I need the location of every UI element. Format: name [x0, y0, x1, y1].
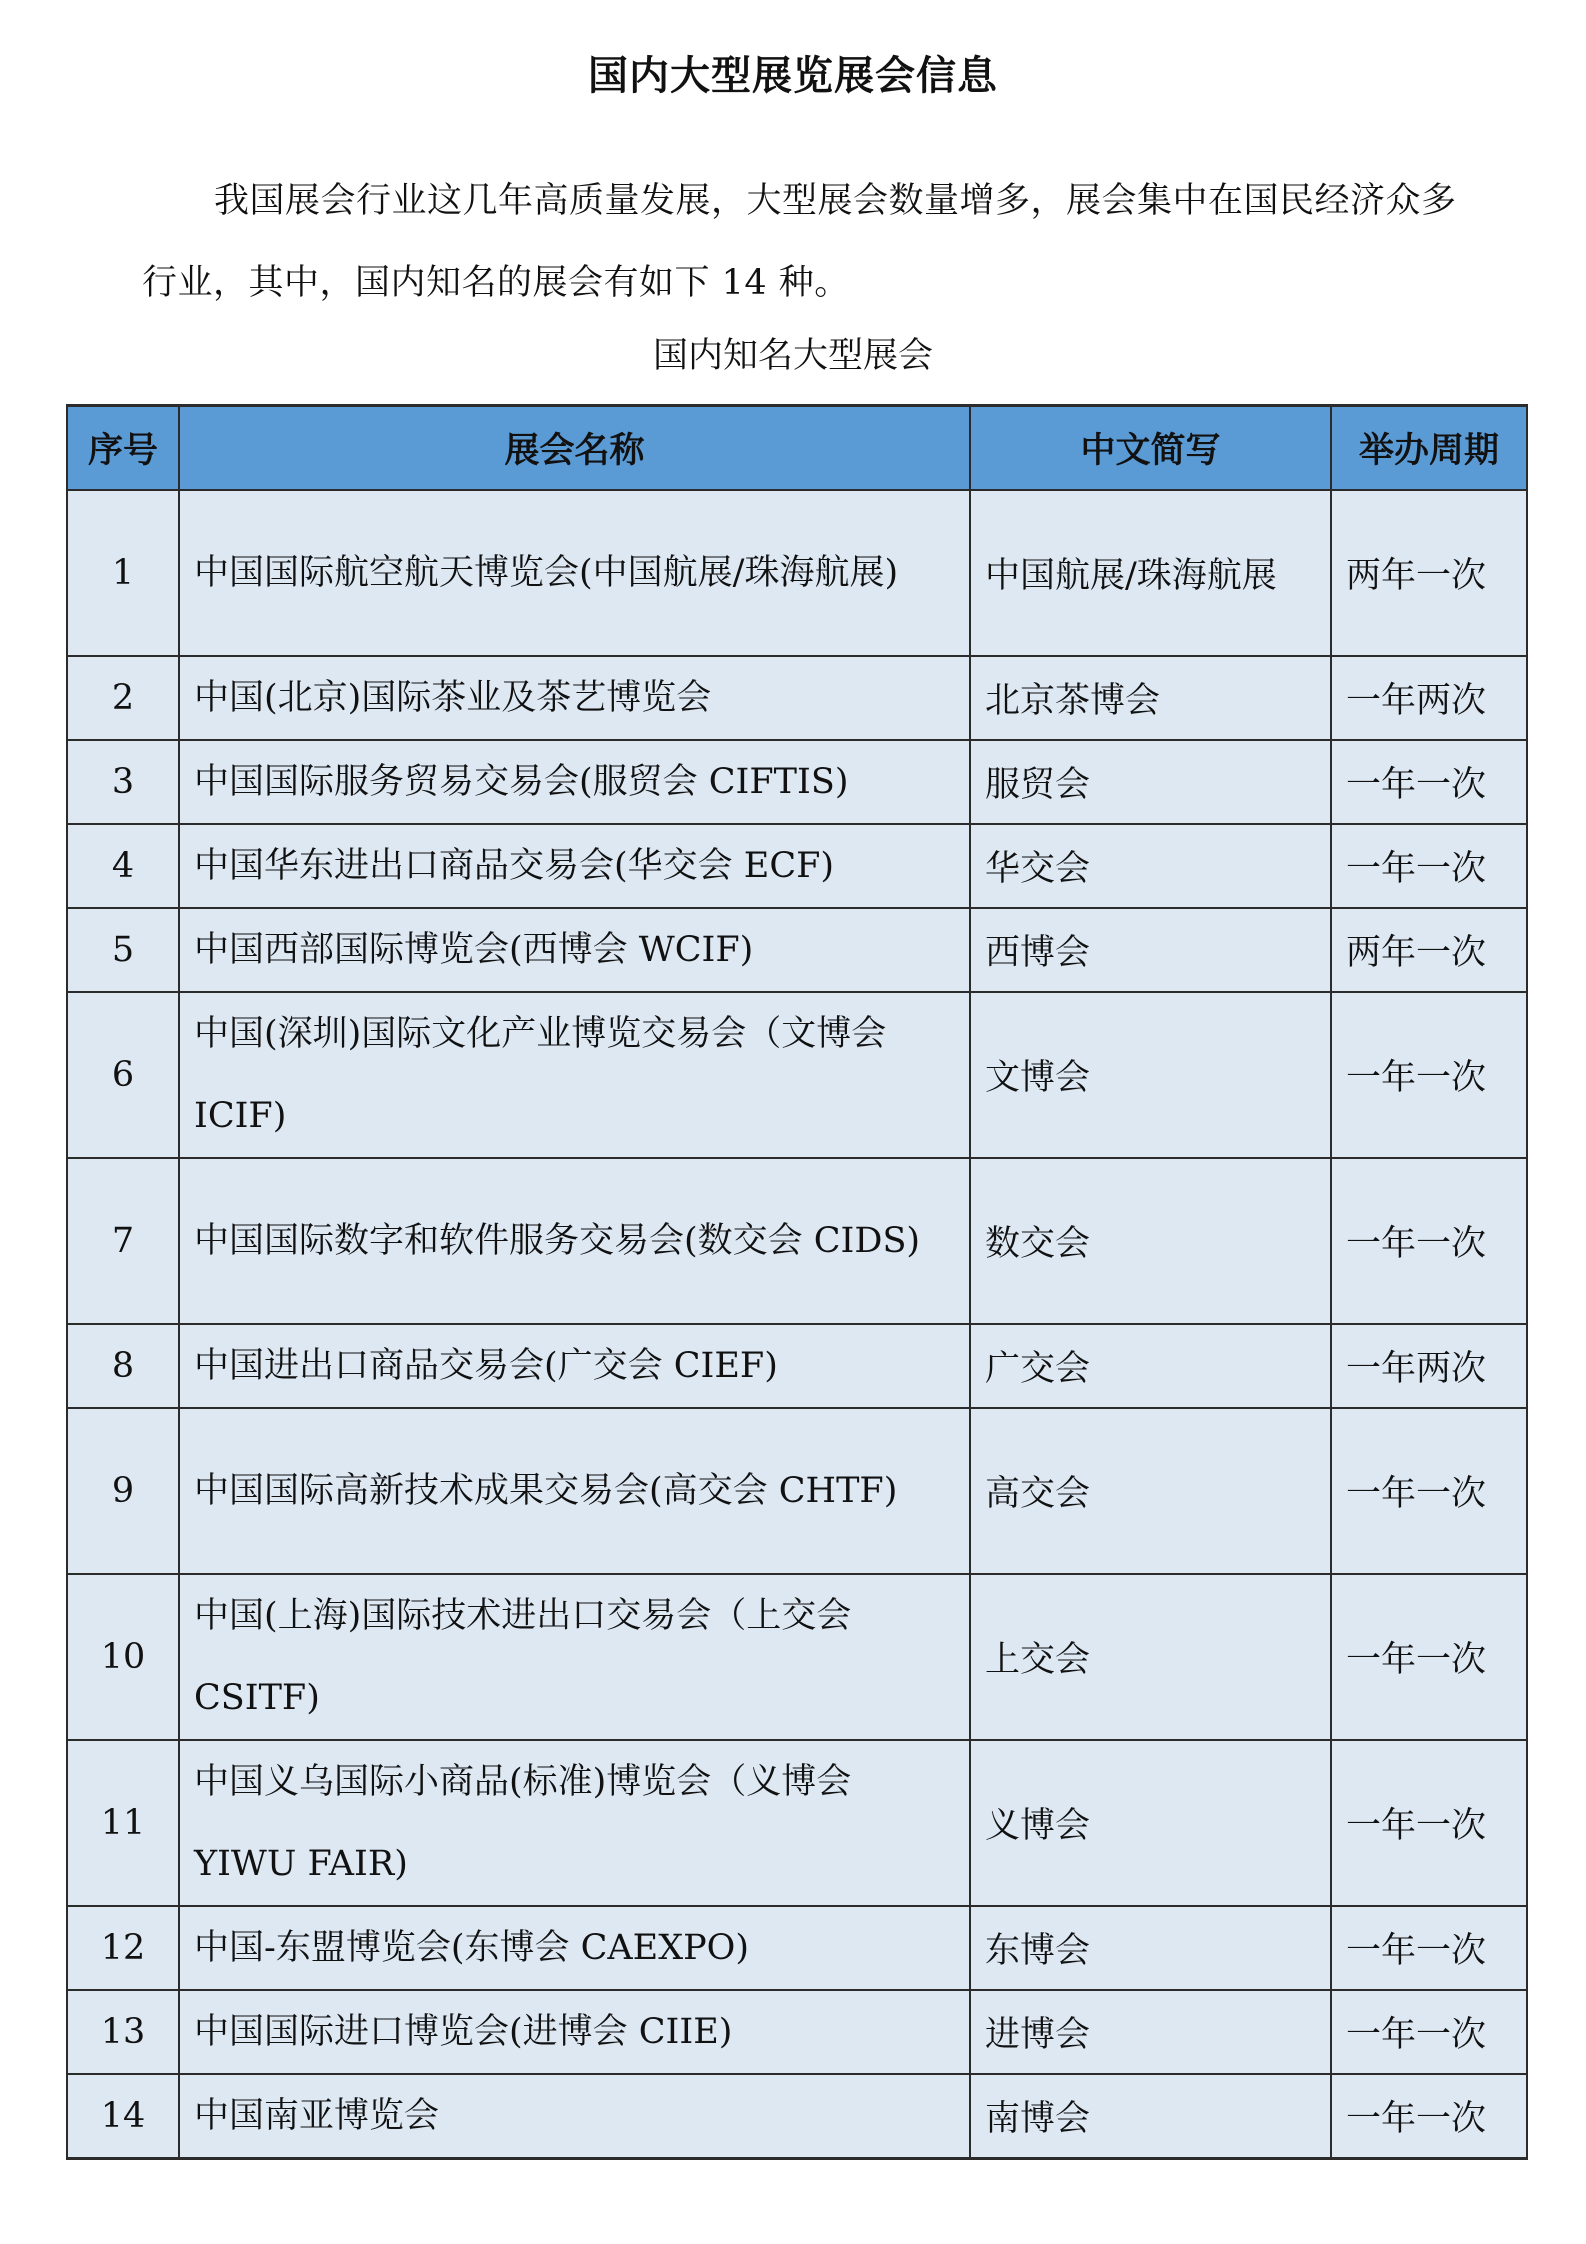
exhibition-name: 中国义乌国际小商品(标准)博览会（义博会 YIWU FAIR): [179, 1740, 970, 1906]
table-row: [67, 740, 1527, 824]
row-number: 7: [67, 1158, 179, 1324]
holding-cycle: 两年一次: [1331, 908, 1527, 992]
exhibition-abbreviation: 东博会: [970, 1906, 1331, 1990]
row-number: 10: [67, 1574, 179, 1740]
exhibition-name: 中国(上海)国际技术进出口交易会（上交会 CSITF): [179, 1574, 970, 1740]
holding-cycle: 一年一次: [1331, 740, 1527, 824]
header-exhibition-name: 展会名称: [179, 406, 970, 491]
holding-cycle: 两年一次: [1331, 490, 1527, 656]
table-row: [67, 1740, 1527, 1906]
header-chinese-abbreviation: 中文简写: [970, 406, 1331, 491]
holding-cycle: 一年一次: [1331, 1574, 1527, 1740]
row-number: 12: [67, 1906, 179, 1990]
exhibition-abbreviation: 上交会: [970, 1574, 1331, 1740]
exhibition-abbreviation: 服贸会: [970, 740, 1331, 824]
holding-cycle: 一年一次: [1331, 1408, 1527, 1574]
row-number: 13: [67, 1990, 179, 2074]
row-number: 5: [67, 908, 179, 992]
holding-cycle: 一年一次: [1331, 1740, 1527, 1906]
exhibition-abbreviation: 高交会: [970, 1408, 1331, 1574]
exhibition-abbreviation: 文博会: [970, 992, 1331, 1158]
row-number: 11: [67, 1740, 179, 1906]
intro-paragraph: 我国展会行业这几年高质量发展，大型展会数量增多，展会集中在国民经济众多行业，其中，国内知名的展会有如下 14 种。: [142, 181, 1457, 303]
exhibition-name: 中国-东盟博览会(东博会 CAEXPO): [179, 1906, 970, 1990]
exhibition-name: 中国国际航空航天博览会(中国航展/珠海航展): [179, 490, 970, 656]
exhibition-abbreviation: 华交会: [970, 824, 1331, 908]
exhibition-abbreviation: 南博会: [970, 2074, 1331, 2159]
exhibition-name: 中国国际进口博览会(进博会 CIIE): [179, 1990, 970, 2074]
exhibition-name: 中国国际服务贸易交易会(服贸会 CIFTIS): [179, 740, 970, 824]
exhibition-name: 中国(北京)国际茶业及茶艺博览会: [179, 656, 970, 740]
exhibition-name: 中国国际高新技术成果交易会(高交会 CHTF): [179, 1408, 970, 1574]
table-row: [67, 1158, 1527, 1324]
table-row: [67, 824, 1527, 908]
exhibition-abbreviation: 西博会: [970, 908, 1331, 992]
exhibition-table: [66, 404, 1528, 2160]
table-caption: 国内知名大型展会: [652, 336, 933, 376]
exhibition-abbreviation: 广交会: [970, 1324, 1331, 1408]
table-row: [67, 2074, 1527, 2159]
row-number: 3: [67, 740, 179, 824]
exhibition-name: 中国南亚博览会: [179, 2074, 970, 2159]
exhibition-abbreviation: 北京茶博会: [970, 656, 1331, 740]
document-title: 国内大型展览展会信息: [588, 53, 998, 99]
table-row: [67, 1324, 1527, 1408]
exhibition-abbreviation: 进博会: [970, 1990, 1331, 2074]
table-row: [67, 992, 1527, 1158]
table-row: [67, 1408, 1527, 1574]
exhibition-name: 中国(深圳)国际文化产业博览交易会（文博会 ICIF): [179, 992, 970, 1158]
holding-cycle: 一年一次: [1331, 2074, 1527, 2159]
holding-cycle: 一年一次: [1331, 1158, 1527, 1324]
exhibition-name: 中国华东进出口商品交易会(华交会 ECF): [179, 824, 970, 908]
row-number: 8: [67, 1324, 179, 1408]
exhibition-abbreviation: 中国航展/珠海航展: [970, 490, 1331, 656]
holding-cycle: 一年一次: [1331, 992, 1527, 1158]
exhibition-name: 中国国际数字和软件服务交易会(数交会 CIDS): [179, 1158, 970, 1324]
table-row: [67, 1574, 1527, 1740]
table-header-row: [67, 406, 1527, 491]
holding-cycle: 一年一次: [1331, 1990, 1527, 2074]
exhibition-name: 中国进出口商品交易会(广交会 CIEF): [179, 1324, 970, 1408]
row-number: 14: [67, 2074, 179, 2159]
header-holding-cycle: 举办周期: [1331, 406, 1527, 491]
exhibition-abbreviation: 义博会: [970, 1740, 1331, 1906]
holding-cycle: 一年一次: [1331, 1906, 1527, 1990]
row-number: 4: [67, 824, 179, 908]
exhibition-name: 中国西部国际博览会(西博会 WCIF): [179, 908, 970, 992]
exhibition-abbreviation: 数交会: [970, 1158, 1331, 1324]
table-row: [67, 490, 1527, 656]
table-row: [67, 656, 1527, 740]
row-number: 2: [67, 656, 179, 740]
holding-cycle: 一年一次: [1331, 824, 1527, 908]
header-serial-number: 序号: [67, 406, 179, 491]
holding-cycle: 一年两次: [1331, 656, 1527, 740]
row-number: 1: [67, 490, 179, 656]
table-row: [67, 908, 1527, 992]
row-number: 9: [67, 1408, 179, 1574]
row-number: 6: [67, 992, 179, 1158]
holding-cycle: 一年两次: [1331, 1324, 1527, 1408]
table-row: [67, 1990, 1527, 2074]
table-row: [67, 1906, 1527, 1990]
